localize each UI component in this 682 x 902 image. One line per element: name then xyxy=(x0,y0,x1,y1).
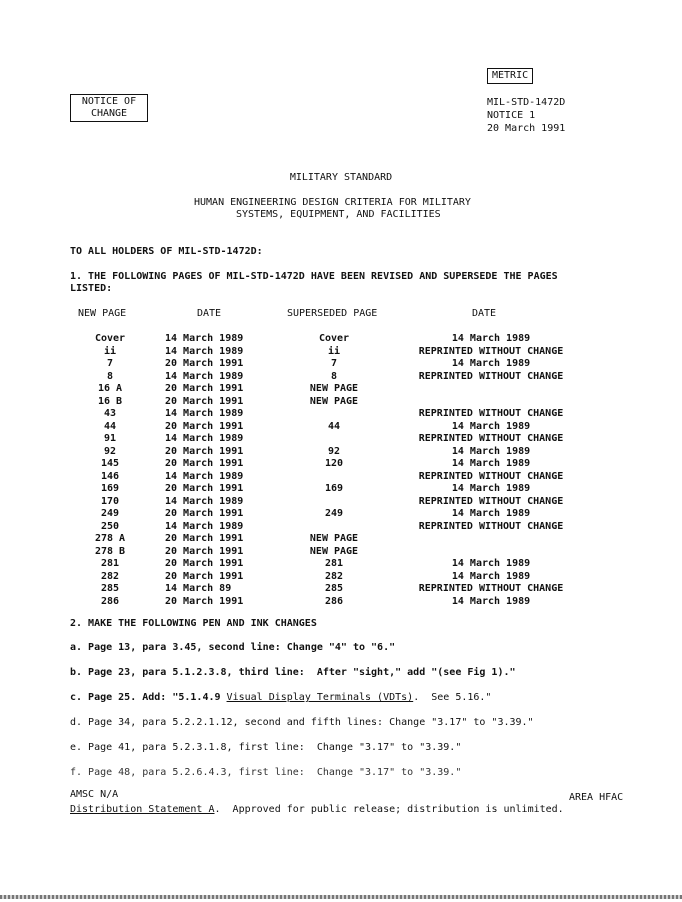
cell-date: 14 March 89 xyxy=(165,583,232,594)
cell-new-page: 44 xyxy=(103,420,117,432)
cell-date: 20 March 1991 xyxy=(165,483,244,494)
cell-date: 20 March 1991 xyxy=(165,358,244,369)
notice-date: 20 March 1991 xyxy=(487,123,566,134)
table-row xyxy=(0,496,682,508)
col-header-superseded-date: DATE xyxy=(472,308,497,319)
cell-new-page: ii xyxy=(103,345,117,357)
cell-superseded-page: NEW PAGE xyxy=(309,533,359,544)
cell-superseded-date: REPRINTED WITHOUT CHANGE xyxy=(418,520,564,532)
table-row xyxy=(0,421,682,433)
table-row xyxy=(0,358,682,370)
cell-new-page: 278 A xyxy=(94,533,126,544)
cell-date: 20 March 1991 xyxy=(165,595,244,607)
metric-box: METRIC xyxy=(487,68,533,84)
notice-box-line1: NOTICE OF xyxy=(81,96,137,107)
title-line-1: MILITARY STANDARD xyxy=(289,172,393,183)
notice-number: NOTICE 1 xyxy=(487,110,536,121)
cell-date: 20 March 1991 xyxy=(165,558,244,569)
cell-new-page: Cover xyxy=(94,333,126,344)
cell-new-page: 278 B xyxy=(94,545,126,557)
cell-superseded-date: 14 March 1989 xyxy=(451,483,531,494)
cell-new-page: 281 xyxy=(100,558,120,569)
cell-superseded-page: 282 xyxy=(324,570,344,582)
change-a: a. Page 13, para 3.45, second line: Change "4" to "6." xyxy=(70,642,396,653)
cell-superseded-date: REPRINTED WITHOUT CHANGE xyxy=(418,583,564,594)
cell-date: 14 March 1989 xyxy=(165,408,244,419)
cell-date: 14 March 1989 xyxy=(165,495,244,507)
cell-superseded-date: REPRINTED WITHOUT CHANGE xyxy=(418,433,564,444)
notice-of-change-box xyxy=(70,94,148,122)
cell-superseded-date: REPRINTED WITHOUT CHANGE xyxy=(418,370,564,382)
change-b: b. Page 23, para 5.1.2.3.8, third line: After "sight," add "(see Fig 1)." xyxy=(70,667,516,678)
cell-superseded-page: 169 xyxy=(324,483,344,494)
change-e: e. Page 41, para 5.2.3.1.8, first line: Change "3.17" to "3.39." xyxy=(70,742,462,753)
cell-date: 14 March 1989 xyxy=(165,345,244,357)
change-d: d. Page 34, para 5.2.2.1.12, second and fifth lines: Change "3.17" to "3.39." xyxy=(70,717,534,728)
cell-superseded-page: ii xyxy=(327,345,341,357)
cell-new-page: 8 xyxy=(106,370,114,382)
distribution-text: . Approved for public release; distribution is unlimited. xyxy=(214,804,564,815)
cell-date: 20 March 1991 xyxy=(165,420,244,432)
change-c-prefix: c. Page 25. Add: "5.1.4.9 xyxy=(70,692,227,703)
cell-superseded-date: 14 March 1989 xyxy=(451,445,531,457)
table-row xyxy=(0,346,682,358)
section1-line1: 1. THE FOLLOWING PAGES OF MIL-STD-1472D HAVE BEEN REVISED AND SUPERSEDE THE PAGES xyxy=(70,271,558,282)
cell-superseded-page: 249 xyxy=(324,508,344,519)
cell-superseded-page: NEW PAGE xyxy=(309,383,359,394)
table-row xyxy=(0,333,682,345)
cell-superseded-date: 14 March 1989 xyxy=(451,558,531,569)
cell-superseded-page: 286 xyxy=(324,595,344,607)
cell-new-page: 16 B xyxy=(97,395,123,407)
table-row xyxy=(0,571,682,583)
cell-date: 14 March 1989 xyxy=(165,333,244,344)
table-row xyxy=(0,396,682,408)
cell-superseded-page: 285 xyxy=(324,583,344,594)
cell-superseded-page: 120 xyxy=(324,458,344,469)
table-row xyxy=(0,371,682,383)
cell-new-page: 286 xyxy=(100,595,120,607)
distribution-label: Distribution Statement A xyxy=(70,804,215,815)
scan-edge-divider xyxy=(0,895,682,899)
notice-box-line2: CHANGE xyxy=(90,108,128,119)
cell-superseded-date: REPRINTED WITHOUT CHANGE xyxy=(418,408,564,419)
section2-heading: 2. MAKE THE FOLLOWING PEN AND INK CHANGES xyxy=(70,618,317,629)
table-row xyxy=(0,546,682,558)
cell-new-page: 170 xyxy=(100,495,120,507)
col-header-date: DATE xyxy=(197,308,222,319)
table-row xyxy=(0,483,682,495)
cell-date: 20 March 1991 xyxy=(165,570,244,582)
cell-new-page: 249 xyxy=(100,508,120,519)
table-row xyxy=(0,408,682,420)
col-header-superseded-page: SUPERSEDED PAGE xyxy=(287,308,378,319)
section1-line2: LISTED: xyxy=(70,283,113,294)
cell-new-page: 7 xyxy=(106,358,114,369)
cell-new-page: 169 xyxy=(100,483,120,494)
cell-date: 14 March 1989 xyxy=(165,520,244,532)
table-row xyxy=(0,508,682,520)
cell-new-page: 43 xyxy=(103,408,117,419)
table-row xyxy=(0,533,682,545)
distribution-statement xyxy=(70,804,564,815)
cell-superseded-page: 281 xyxy=(324,558,344,569)
cell-new-page: 16 A xyxy=(97,383,123,394)
change-c-vdt-title: Visual Display Terminals (VDTs) xyxy=(226,692,414,703)
table-row xyxy=(0,521,682,533)
area-code: AREA HFAC xyxy=(569,792,624,803)
cell-date: 20 March 1991 xyxy=(165,533,244,544)
cell-superseded-date: 14 March 1989 xyxy=(451,458,531,469)
cell-date: 20 March 1991 xyxy=(165,383,244,394)
cell-date: 14 March 1989 xyxy=(165,470,244,482)
table-row xyxy=(0,583,682,595)
cell-superseded-page: NEW PAGE xyxy=(309,395,359,407)
table-row xyxy=(0,558,682,570)
cell-superseded-date: REPRINTED WITHOUT CHANGE xyxy=(418,470,564,482)
table-row xyxy=(0,433,682,445)
change-c xyxy=(70,692,491,703)
doc-id: MIL-STD-1472D xyxy=(487,97,566,108)
cell-new-page: 91 xyxy=(103,433,117,444)
cell-new-page: 250 xyxy=(100,520,120,532)
cell-superseded-date: 14 March 1989 xyxy=(451,595,531,607)
cell-superseded-page: 92 xyxy=(327,445,341,457)
cell-new-page: 285 xyxy=(100,583,120,594)
cell-new-page: 146 xyxy=(100,470,120,482)
amsc-note: AMSC N/A xyxy=(70,789,119,800)
title-line-2: HUMAN ENGINEERING DESIGN CRITERIA FOR MILITARY xyxy=(194,197,471,208)
cell-superseded-date: 14 March 1989 xyxy=(451,358,531,369)
cell-superseded-page: 7 xyxy=(330,358,338,369)
change-f: f. Page 48, para 5.2.6.4.3, first line: Change "3.17" to "3.39." xyxy=(70,767,462,778)
cell-superseded-page: NEW PAGE xyxy=(309,545,359,557)
table-row xyxy=(0,458,682,470)
table-row xyxy=(0,446,682,458)
cell-superseded-date: 14 March 1989 xyxy=(451,333,531,344)
cell-superseded-date: REPRINTED WITHOUT CHANGE xyxy=(418,495,564,507)
cell-superseded-page: Cover xyxy=(318,333,350,344)
cell-new-page: 282 xyxy=(100,570,120,582)
cell-superseded-date: REPRINTED WITHOUT CHANGE xyxy=(418,345,564,357)
cell-date: 14 March 1989 xyxy=(165,370,244,382)
title-line-3: SYSTEMS, EQUIPMENT, AND FACILITIES xyxy=(236,209,441,220)
cell-date: 20 March 1991 xyxy=(165,395,244,407)
cell-superseded-page: 44 xyxy=(327,420,341,432)
change-c-suffix: . See 5.16." xyxy=(413,692,492,703)
cell-superseded-date: 14 March 1989 xyxy=(451,420,531,432)
cell-date: 20 March 1991 xyxy=(165,508,244,519)
table-row xyxy=(0,471,682,483)
cell-date: 20 March 1991 xyxy=(165,545,244,557)
cell-superseded-date: 14 March 1989 xyxy=(451,570,531,582)
cell-date: 14 March 1989 xyxy=(165,433,244,444)
cell-superseded-date: 14 March 1989 xyxy=(451,508,531,519)
table-row xyxy=(0,383,682,395)
table-row xyxy=(0,596,682,608)
cell-superseded-page: 8 xyxy=(330,370,338,382)
cell-new-page: 145 xyxy=(100,458,120,469)
cell-date: 20 March 1991 xyxy=(165,445,244,457)
col-header-new-page: NEW PAGE xyxy=(78,308,127,319)
to-holders: TO ALL HOLDERS OF MIL-STD-1472D: xyxy=(70,246,263,257)
cell-date: 20 March 1991 xyxy=(165,458,244,469)
cell-new-page: 92 xyxy=(103,445,117,457)
